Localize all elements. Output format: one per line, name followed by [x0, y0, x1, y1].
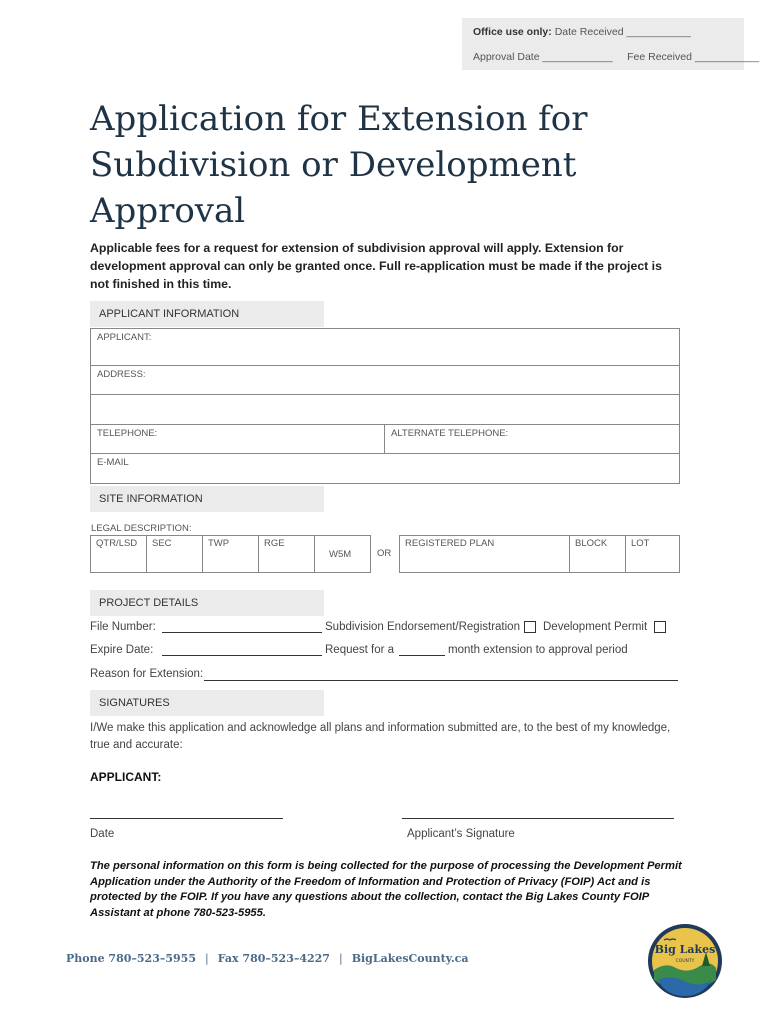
email-field[interactable]	[90, 453, 680, 484]
approval-date: Approval Date ____________	[473, 51, 613, 63]
sec-label: SEC	[152, 538, 172, 549]
rge-label: RGE	[264, 538, 285, 549]
acknowledgement-text: I/We make this application and acknowledge all plans and information submitted are, to the best of my knowledge, true and accurate:	[90, 722, 671, 751]
email-label: E-MAIL	[97, 457, 129, 468]
signature-label: Applicant’s Signature	[407, 828, 515, 840]
alt-telephone-label: ALTERNATE TELEPHONE:	[391, 428, 509, 439]
footer	[66, 952, 468, 965]
privacy-notice: The personal information on this form is being collected for the purpose of processing the Development Permit Application under the Authority of the Freedom of Information and Protection of Privacy (FOIP) Act and is protected by the FOIP. If you have any questions about the collection, contact the Big Lakes County FOIP Assistant at phone 780-523-5955.	[90, 860, 682, 919]
date-label: Date	[90, 828, 115, 840]
qtr-lsd-field[interactable]	[90, 535, 147, 573]
address-label: ADDRESS:	[97, 369, 146, 380]
address-field[interactable]	[90, 365, 680, 395]
development-permit-checkbox[interactable]	[654, 621, 666, 633]
alt-telephone-field[interactable]	[384, 424, 680, 454]
file-number-label: File Number:	[90, 621, 156, 633]
registered-plan-label: REGISTERED PLAN	[405, 538, 495, 549]
development-permit-label: Development Permit	[543, 621, 648, 633]
lot-label: LOT	[631, 538, 650, 549]
date-signature-line[interactable]	[90, 818, 283, 819]
applicant-signature-heading: APPLICANT:	[90, 770, 162, 784]
applicant-signature-line[interactable]	[402, 818, 674, 819]
qtr-lsd-label: QTR/LSD	[96, 538, 138, 549]
footer-website[interactable]: BigLakesCounty.ca	[351, 952, 469, 965]
office-use-box	[462, 18, 760, 70]
block-field[interactable]	[569, 535, 626, 573]
site-info-heading: SITE INFORMATION	[90, 486, 324, 512]
block-label: BLOCK	[575, 538, 608, 549]
signatures-heading: SIGNATURES	[90, 690, 324, 716]
month-extension-label: month extension to approval period	[448, 644, 628, 656]
twp-field[interactable]	[202, 535, 259, 573]
telephone-label: TELEPHONE:	[97, 428, 158, 439]
registered-plan-field[interactable]	[399, 535, 570, 573]
applicant-label: APPLICANT:	[97, 332, 152, 343]
footer-separator: |	[204, 952, 209, 965]
applicant-field[interactable]	[90, 328, 680, 366]
footer-separator: |	[338, 952, 343, 965]
address-line-2-field[interactable]	[90, 394, 680, 425]
date-received: Date Received ___________	[554, 26, 691, 38]
lot-field[interactable]	[625, 535, 680, 573]
applicant-info-heading: APPLICANT INFORMATION	[90, 301, 324, 327]
w5m-label: W5M	[329, 549, 352, 560]
month-count-line[interactable]	[399, 655, 445, 656]
footer-phone: Phone 780–523–5955	[66, 952, 196, 965]
legal-description-label: LEGAL DESCRIPTION:	[91, 523, 192, 534]
rge-field[interactable]	[258, 535, 315, 573]
w5m-cell	[314, 535, 371, 573]
twp-label: TWP	[208, 538, 230, 549]
logo-subtext: COUNTY	[675, 959, 695, 964]
office-line-2	[473, 51, 759, 63]
footer-fax: Fax 780–523–4227	[217, 952, 330, 965]
project-details-heading: PROJECT DETAILS	[90, 590, 324, 616]
office-label: Office use only:	[473, 26, 552, 38]
sec-field[interactable]	[146, 535, 203, 573]
reason-label: Reason for Extension:	[90, 668, 204, 680]
logo-text: Big Lakes	[654, 943, 716, 956]
file-number-line[interactable]	[162, 632, 322, 633]
intro-text: Applicable fees for a request for extension of subdivision approval will apply. Extension for development approval can only be granted once. Full re-application must be made if the project is not finished in this time.	[90, 241, 662, 291]
telephone-field[interactable]	[90, 424, 385, 454]
big-lakes-county-logo	[646, 922, 724, 1000]
page-title: Application for Extension for Subdivision or Development Approval	[90, 99, 588, 231]
request-for-label: Request for a	[325, 644, 395, 656]
office-line-1	[473, 26, 691, 38]
subdivision-label: Subdivision Endorsement/Registration	[325, 621, 520, 633]
reason-line[interactable]	[204, 680, 678, 681]
fee-received: Fee Received ___________	[627, 51, 760, 63]
subdivision-checkbox[interactable]	[524, 621, 536, 633]
or-label: OR	[377, 548, 392, 559]
expire-date-label: Expire Date:	[90, 644, 154, 656]
expire-date-line[interactable]	[162, 655, 322, 656]
